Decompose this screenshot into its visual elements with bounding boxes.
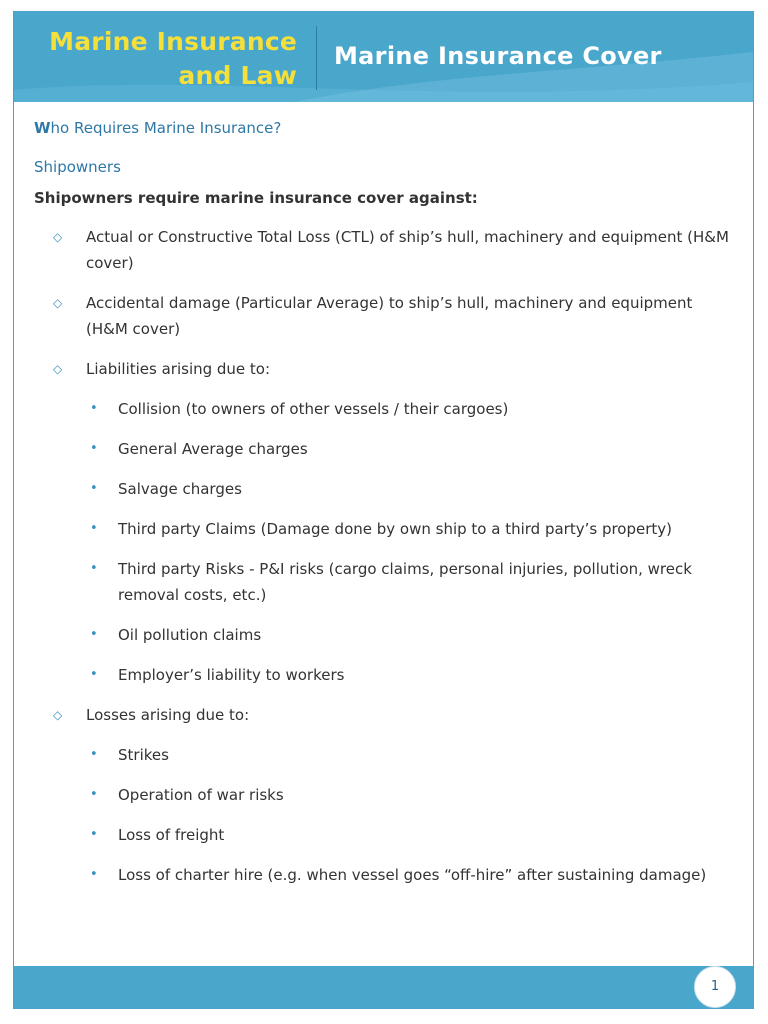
page-content <box>34 116 734 888</box>
sublist-item-text: Salvage charges <box>118 480 242 498</box>
sublist-item-text: Strikes <box>118 746 169 764</box>
dot-bullet-icon: • <box>90 747 98 762</box>
sublist-item <box>86 622 734 648</box>
sublist-item-text: Loss of charter hire (e.g. when vessel goes “off-hire” after sustaining damage) <box>118 866 707 884</box>
diamond-outline-icon: ◇ <box>53 708 63 722</box>
losses-sublist <box>86 742 734 888</box>
list-item <box>34 356 734 688</box>
dot-bullet-icon: • <box>90 667 98 682</box>
dot-bullet-icon: • <box>90 867 98 882</box>
dot-bullet-icon: • <box>90 481 98 496</box>
header-divider <box>316 26 317 90</box>
sublist-item <box>86 662 734 688</box>
page-footer <box>14 966 753 1008</box>
page-number: 1 <box>694 966 736 1008</box>
liabilities-sublist <box>34 396 734 688</box>
sublist-item-text: Loss of freight <box>118 826 225 844</box>
sublist-item <box>86 516 734 542</box>
sublist-item <box>86 476 734 502</box>
list-item-text: Losses arising due to: <box>86 706 250 724</box>
dot-bullet-icon: • <box>90 521 98 536</box>
sublist-item <box>86 862 734 888</box>
diamond-outline-icon: ◇ <box>53 296 63 310</box>
sublist-item <box>86 782 734 808</box>
dot-bullet-icon: • <box>90 827 98 842</box>
list-item <box>34 702 734 888</box>
brand-line-1: Marine Insurance <box>49 27 297 56</box>
brand-line-2: and Law <box>178 61 297 90</box>
sublist-item-text: Third party Claims (Damage done by own ship to a third party’s property) <box>118 520 673 538</box>
lead-sentence: Shipowners require marine insurance cover against: <box>34 189 478 207</box>
dot-bullet-icon: • <box>90 401 98 416</box>
sublist-item <box>86 742 734 768</box>
dot-bullet-icon: • <box>90 627 98 642</box>
cover-list <box>34 224 734 888</box>
topic-title: Marine Insurance Cover <box>334 42 662 70</box>
brand-title <box>49 25 297 93</box>
sublist-item-text: Third party Risks - P&I risks (cargo claims, personal injuries, pollution, wreck removal costs, etc.) <box>118 560 692 604</box>
dot-bullet-icon: • <box>90 441 98 456</box>
list-item <box>34 224 734 276</box>
list-item-text: Liabilities arising due to: <box>86 360 271 378</box>
sublist-item <box>86 436 734 462</box>
list-item-text: Accidental damage (Particular Average) to ship’s hull, machinery and equipment (H&M cover) <box>86 294 693 338</box>
sublist-item-text: Oil pollution claims <box>118 626 262 644</box>
question-initial: W <box>34 119 51 137</box>
dot-bullet-icon: • <box>90 561 98 576</box>
diamond-outline-icon: ◇ <box>53 362 63 376</box>
sublist-item <box>86 396 734 422</box>
sublist-item-text: Employer’s liability to workers <box>118 666 345 684</box>
sublist-item-text: Operation of war risks <box>118 786 284 804</box>
section-subheading: Shipowners <box>34 158 121 176</box>
sublist-item-text: General Average charges <box>118 440 308 458</box>
sublist-item-text: Collision (to owners of other vessels / their cargoes) <box>118 400 509 418</box>
list-item <box>34 290 734 342</box>
page-header <box>14 12 753 102</box>
dot-bullet-icon: • <box>90 787 98 802</box>
sublist-item <box>86 556 734 608</box>
question-text: ho Requires Marine Insurance? <box>50 119 282 137</box>
sublist-item <box>86 822 734 848</box>
diamond-outline-icon: ◇ <box>53 230 63 244</box>
section-question <box>34 116 734 140</box>
list-item-text: Actual or Constructive Total Loss (CTL) of ship’s hull, machinery and equipment (H&M cover) <box>86 228 729 272</box>
